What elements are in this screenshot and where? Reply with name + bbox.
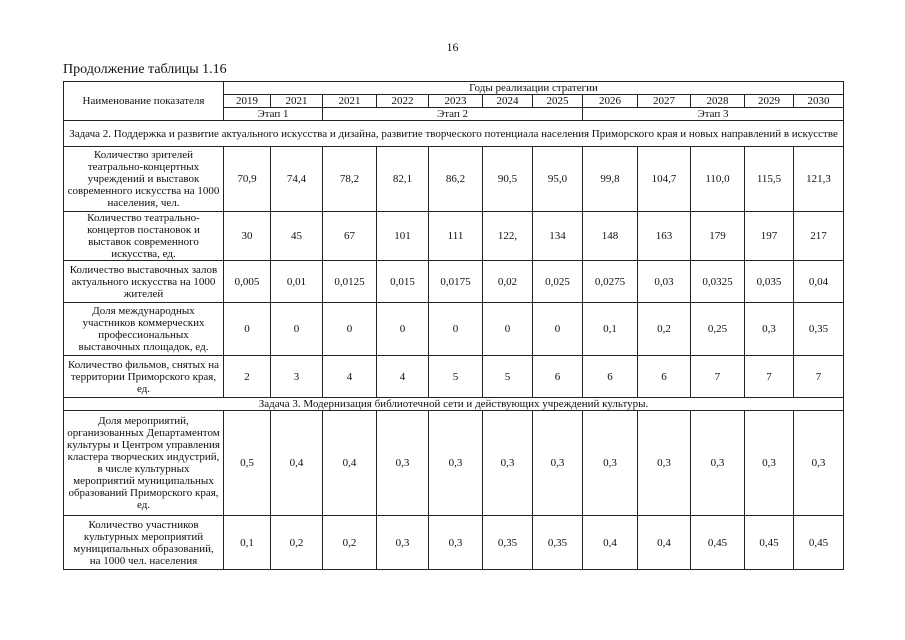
value-cell: 6: [583, 356, 638, 398]
value-cell: 0,4: [583, 516, 638, 570]
value-cell: 0,3: [638, 411, 691, 516]
year-cell: 2022: [377, 95, 429, 108]
value-cell: 6: [533, 356, 583, 398]
value-cell: 7: [745, 356, 794, 398]
value-cell: 95,0: [533, 147, 583, 212]
years-title: Годы реализации стратегии: [224, 82, 844, 95]
table-row: [64, 261, 844, 303]
page-number: 16: [446, 40, 459, 54]
value-cell: 104,7: [638, 147, 691, 212]
value-cell: 3: [271, 356, 323, 398]
year-cell: 2023: [429, 95, 483, 108]
value-cell: 82,1: [377, 147, 429, 212]
task-2-heading: Задача 2. Поддержка и развитие актуального искусства и дизайна, развитие творческого потенциала населения Приморского края и новых направлений в искусстве: [64, 121, 844, 147]
task-3-heading: Задача 3. Модернизация библиотечной сети и действующих учреждений культуры.: [64, 398, 844, 411]
value-cell: 7: [794, 356, 844, 398]
value-cell: 5: [429, 356, 483, 398]
year-cell: 2024: [483, 95, 533, 108]
value-cell: 179: [691, 212, 745, 261]
table-row: [64, 147, 844, 212]
value-cell: 0,3: [794, 411, 844, 516]
value-cell: 148: [583, 212, 638, 261]
value-cell: 0: [429, 303, 483, 356]
year-cell: 2021: [271, 95, 323, 108]
value-cell: 0,4: [323, 411, 377, 516]
year-cell: 2026: [583, 95, 638, 108]
value-cell: 0,5: [224, 411, 271, 516]
value-cell: 78,2: [323, 147, 377, 212]
value-cell: 0,0175: [429, 261, 483, 303]
value-cell: 2: [224, 356, 271, 398]
year-cell: 2030: [794, 95, 844, 108]
value-cell: 0,01: [271, 261, 323, 303]
value-cell: 0,45: [745, 516, 794, 570]
value-cell: 217: [794, 212, 844, 261]
value-cell: 0,3: [429, 516, 483, 570]
value-cell: 0,2: [323, 516, 377, 570]
indicator-header: Наименование показателя: [64, 82, 224, 121]
value-cell: 0,4: [271, 411, 323, 516]
value-cell: 101: [377, 212, 429, 261]
indicator-name: Количество участников культурных мероприятий муниципальных образований, на 1000 чел. населения: [64, 516, 224, 570]
table-row: [64, 303, 844, 356]
indicator-name: Доля международных участников коммерческих профессиональных выставочных площадок, ед.: [64, 303, 224, 356]
table-row: [64, 356, 844, 398]
table-row: [64, 516, 844, 570]
value-cell: 0,2: [638, 303, 691, 356]
value-cell: 99,8: [583, 147, 638, 212]
value-cell: 0,3: [483, 411, 533, 516]
value-cell: 0: [377, 303, 429, 356]
value-cell: 0,35: [794, 303, 844, 356]
year-cell: 2029: [745, 95, 794, 108]
value-cell: 163: [638, 212, 691, 261]
value-cell: 0,04: [794, 261, 844, 303]
value-cell: 67: [323, 212, 377, 261]
table-caption: Продолжение таблицы 1.16: [63, 62, 227, 77]
stage-2: Этап 2: [323, 108, 583, 121]
task-3-row: [64, 398, 844, 411]
year-cell: 2021: [323, 95, 377, 108]
value-cell: 0,3: [691, 411, 745, 516]
value-cell: 0: [533, 303, 583, 356]
value-cell: 86,2: [429, 147, 483, 212]
value-cell: 74,4: [271, 147, 323, 212]
year-cell: 2019: [224, 95, 271, 108]
value-cell: 0: [224, 303, 271, 356]
indicator-name: Количество зрителей театрально-концертных учреждений и выставок современного искусства на 1000 населения, чел.: [64, 147, 224, 212]
value-cell: 0: [271, 303, 323, 356]
value-cell: 121,3: [794, 147, 844, 212]
value-cell: 115,5: [745, 147, 794, 212]
value-cell: 0,035: [745, 261, 794, 303]
value-cell: 45: [271, 212, 323, 261]
value-cell: 0,1: [224, 516, 271, 570]
value-cell: 0,4: [638, 516, 691, 570]
strategy-indicators-table: [63, 81, 844, 570]
value-cell: 0: [483, 303, 533, 356]
value-cell: 0,3: [583, 411, 638, 516]
value-cell: 0,3: [377, 411, 429, 516]
value-cell: 6: [638, 356, 691, 398]
value-cell: 134: [533, 212, 583, 261]
value-cell: 0,2: [271, 516, 323, 570]
value-cell: 0,3: [745, 411, 794, 516]
indicator-name: Количество выставочных залов актуального искусства на 1000 жителей: [64, 261, 224, 303]
value-cell: 0,005: [224, 261, 271, 303]
value-cell: 0,45: [794, 516, 844, 570]
value-cell: 30: [224, 212, 271, 261]
year-cell: 2027: [638, 95, 691, 108]
value-cell: 4: [323, 356, 377, 398]
value-cell: 0,35: [533, 516, 583, 570]
year-cell: 2025: [533, 95, 583, 108]
value-cell: 0,03: [638, 261, 691, 303]
stage-1: Этап 1: [224, 108, 323, 121]
value-cell: 70,9: [224, 147, 271, 212]
value-cell: 0,025: [533, 261, 583, 303]
value-cell: 0,3: [429, 411, 483, 516]
indicator-name: Количество фильмов, снятых на территории Приморского края, ед.: [64, 356, 224, 398]
value-cell: 0,35: [483, 516, 533, 570]
header-row-years-title: [64, 82, 844, 95]
value-cell: 0,3: [745, 303, 794, 356]
table-row: [64, 212, 844, 261]
value-cell: 0,3: [377, 516, 429, 570]
value-cell: 7: [691, 356, 745, 398]
value-cell: 122,: [483, 212, 533, 261]
value-cell: 0,0325: [691, 261, 745, 303]
value-cell: 110,0: [691, 147, 745, 212]
value-cell: 0,25: [691, 303, 745, 356]
value-cell: 0,1: [583, 303, 638, 356]
indicator-name: Количество театрально-концертов постановок и выставок современного искусства, ед.: [64, 212, 224, 261]
value-cell: 111: [429, 212, 483, 261]
indicator-name: Доля мероприятий, организованных Департаментом культуры и Центром управления кластера творческих индустрий, в числе культурных мероприятий муниципальных образований Приморского края, ед.: [64, 411, 224, 516]
year-cell: 2028: [691, 95, 745, 108]
value-cell: 4: [377, 356, 429, 398]
value-cell: 90,5: [483, 147, 533, 212]
value-cell: 5: [483, 356, 533, 398]
table-row: [64, 411, 844, 516]
value-cell: 0,015: [377, 261, 429, 303]
value-cell: 0,45: [691, 516, 745, 570]
stage-3: Этап 3: [583, 108, 844, 121]
value-cell: 197: [745, 212, 794, 261]
value-cell: 0,0275: [583, 261, 638, 303]
value-cell: 0: [323, 303, 377, 356]
value-cell: 0,3: [533, 411, 583, 516]
task-2-row: [64, 121, 844, 147]
value-cell: 0,0125: [323, 261, 377, 303]
value-cell: 0,02: [483, 261, 533, 303]
